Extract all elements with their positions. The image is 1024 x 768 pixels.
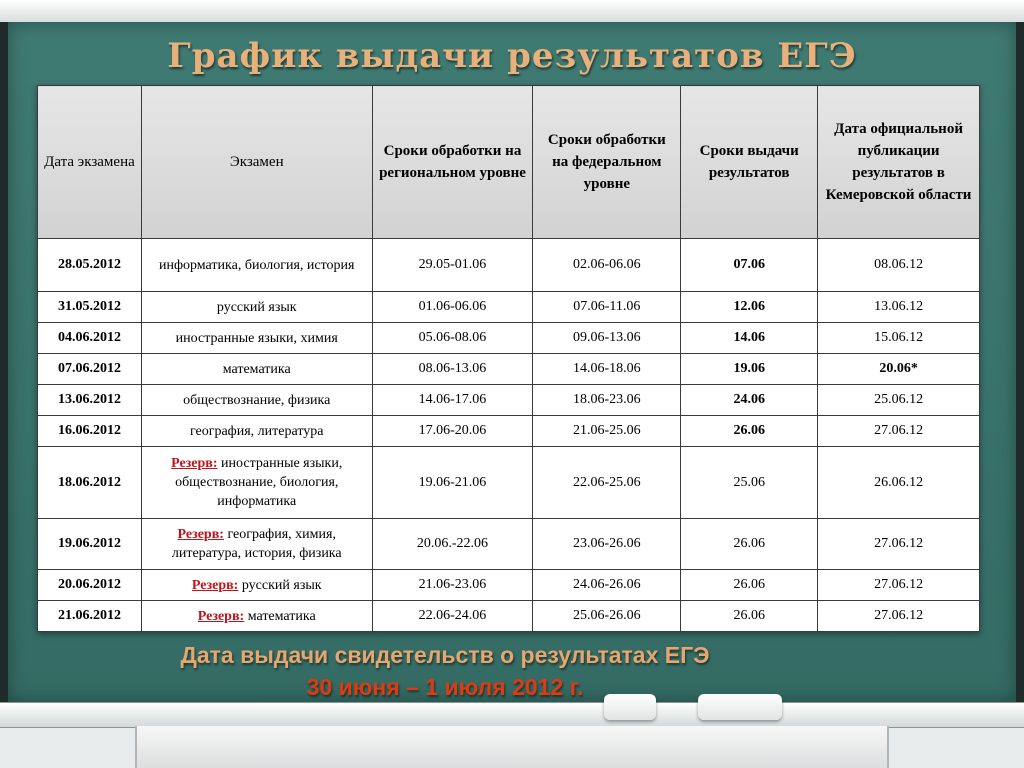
row-publication-date: 25.06.12 <box>818 385 980 416</box>
exam-subjects-text: иностранные языки, обществознание, биология, информатика <box>175 456 343 509</box>
exam-subjects-text: иностранные языки, химия <box>175 330 338 346</box>
row-federal-processing: 09.06-13.06 <box>533 323 681 354</box>
table-row <box>38 447 980 519</box>
table-row <box>38 323 980 354</box>
row-exam-date: 18.06.2012 <box>38 447 142 519</box>
row-regional-processing: 14.06-17.06 <box>372 385 533 416</box>
table-row <box>38 601 980 632</box>
row-exam-subjects <box>141 570 372 601</box>
reserve-label: Резерв: <box>171 456 218 471</box>
row-regional-processing: 21.06-23.06 <box>372 570 533 601</box>
table-row <box>38 354 980 385</box>
row-regional-processing: 19.06-21.06 <box>372 447 533 519</box>
certificate-date-value: 30 июня – 1 июля 2012 г. <box>306 674 584 700</box>
row-issue-date: 26.06 <box>681 416 818 447</box>
table-row <box>38 385 980 416</box>
schedule-table <box>37 85 980 632</box>
board-frame-bottom <box>0 702 1024 728</box>
row-exam-subjects <box>141 447 372 519</box>
row-issue-date: 26.06 <box>681 519 818 570</box>
row-exam-date: 16.06.2012 <box>38 416 142 447</box>
exam-subjects-text: русский язык <box>241 577 322 593</box>
row-exam-date: 13.06.2012 <box>38 385 142 416</box>
row-issue-date: 07.06 <box>681 239 818 292</box>
row-publication-date: 27.06.12 <box>818 519 980 570</box>
board-frame-top <box>0 0 1024 23</box>
row-regional-processing: 05.06-08.06 <box>372 323 533 354</box>
chalk-tray <box>135 726 889 768</box>
row-federal-processing: 24.06-26.06 <box>533 570 681 601</box>
reserve-label: Резерв: <box>191 577 239 593</box>
row-federal-processing: 21.06-25.06 <box>533 416 681 447</box>
header-exam-date: Дата экзамена <box>38 86 142 239</box>
header-issue-dates: Сроки выдачи результатов <box>681 86 818 239</box>
exam-subjects-text: обществознание, физика <box>183 392 331 408</box>
row-federal-processing: 22.06-25.06 <box>533 447 681 519</box>
table-row <box>38 292 980 323</box>
row-exam-date: 31.05.2012 <box>38 292 142 323</box>
row-federal-processing: 18.06-23.06 <box>533 385 681 416</box>
row-publication-date: 27.06.12 <box>818 601 980 632</box>
board-rail-right <box>1016 22 1024 702</box>
row-federal-processing: 25.06-26.06 <box>533 601 681 632</box>
header-publication-date: Дата официальной публикации результатов в Кемеровской области <box>818 86 980 239</box>
row-publication-date: 20.06* <box>818 354 980 385</box>
page-title: График выдачи результатов ЕГЭ <box>167 36 857 76</box>
table-row <box>38 239 980 292</box>
row-regional-processing: 17.06-20.06 <box>372 416 533 447</box>
header-regional-processing: Сроки обработки на региональном уровне <box>372 86 533 239</box>
row-issue-date: 26.06 <box>681 601 818 632</box>
row-exam-subjects <box>141 292 372 323</box>
row-issue-date: 12.06 <box>681 292 818 323</box>
row-regional-processing: 01.06-06.06 <box>372 292 533 323</box>
row-exam-subjects <box>141 385 372 416</box>
row-exam-date: 19.06.2012 <box>38 519 142 570</box>
row-regional-processing: 29.05-01.06 <box>372 239 533 292</box>
reserve-label: Резерв: <box>197 608 245 624</box>
exam-subjects-text: русский язык <box>216 299 297 315</box>
exam-subjects-text: математика <box>222 361 291 377</box>
certificate-date-caption: Дата выдачи свидетельств о результатах ЕГЭ <box>180 642 710 668</box>
row-federal-processing: 14.06-18.06 <box>533 354 681 385</box>
row-federal-processing: 07.06-11.06 <box>533 292 681 323</box>
table-row <box>38 416 980 447</box>
exam-subjects-text: информатика, биология, история <box>158 257 355 273</box>
row-federal-processing: 23.06-26.06 <box>533 519 681 570</box>
row-exam-date: 07.06.2012 <box>38 354 142 385</box>
row-issue-date: 25.06 <box>681 447 818 519</box>
row-issue-date: 26.06 <box>681 570 818 601</box>
row-exam-date: 21.06.2012 <box>38 601 142 632</box>
row-exam-subjects <box>141 354 372 385</box>
row-publication-date: 08.06.12 <box>818 239 980 292</box>
row-publication-date: 26.06.12 <box>818 447 980 519</box>
row-issue-date: 24.06 <box>681 385 818 416</box>
table-row <box>38 570 980 601</box>
reserve-label: Резерв: <box>177 527 224 542</box>
row-exam-subjects <box>141 519 372 570</box>
row-exam-date: 04.06.2012 <box>38 323 142 354</box>
row-exam-subjects <box>141 601 372 632</box>
row-publication-date: 27.06.12 <box>818 570 980 601</box>
row-exam-subjects <box>141 239 372 292</box>
header-exam: Экзамен <box>141 86 372 239</box>
row-federal-processing: 02.06-06.06 <box>533 239 681 292</box>
board-rail-left <box>0 22 8 702</box>
row-issue-date: 14.06 <box>681 323 818 354</box>
row-exam-date: 20.06.2012 <box>38 570 142 601</box>
table-header-row <box>38 86 980 239</box>
row-regional-processing: 08.06-13.06 <box>372 354 533 385</box>
row-exam-subjects <box>141 323 372 354</box>
exam-subjects-text: география, литература <box>189 423 324 439</box>
row-publication-date: 27.06.12 <box>818 416 980 447</box>
exam-subjects-text: география, химия, литература, история, физика <box>171 527 342 561</box>
row-exam-subjects <box>141 416 372 447</box>
row-exam-date: 28.05.2012 <box>38 239 142 292</box>
row-publication-date: 15.06.12 <box>818 323 980 354</box>
header-federal-processing: Сроки обработки на федеральном уровне <box>533 86 681 239</box>
row-regional-processing: 20.06.-22.06 <box>372 519 533 570</box>
table-row <box>38 519 980 570</box>
exam-subjects-text: математика <box>247 608 316 624</box>
row-publication-date: 13.06.12 <box>818 292 980 323</box>
row-issue-date: 19.06 <box>681 354 818 385</box>
row-regional-processing: 22.06-24.06 <box>372 601 533 632</box>
